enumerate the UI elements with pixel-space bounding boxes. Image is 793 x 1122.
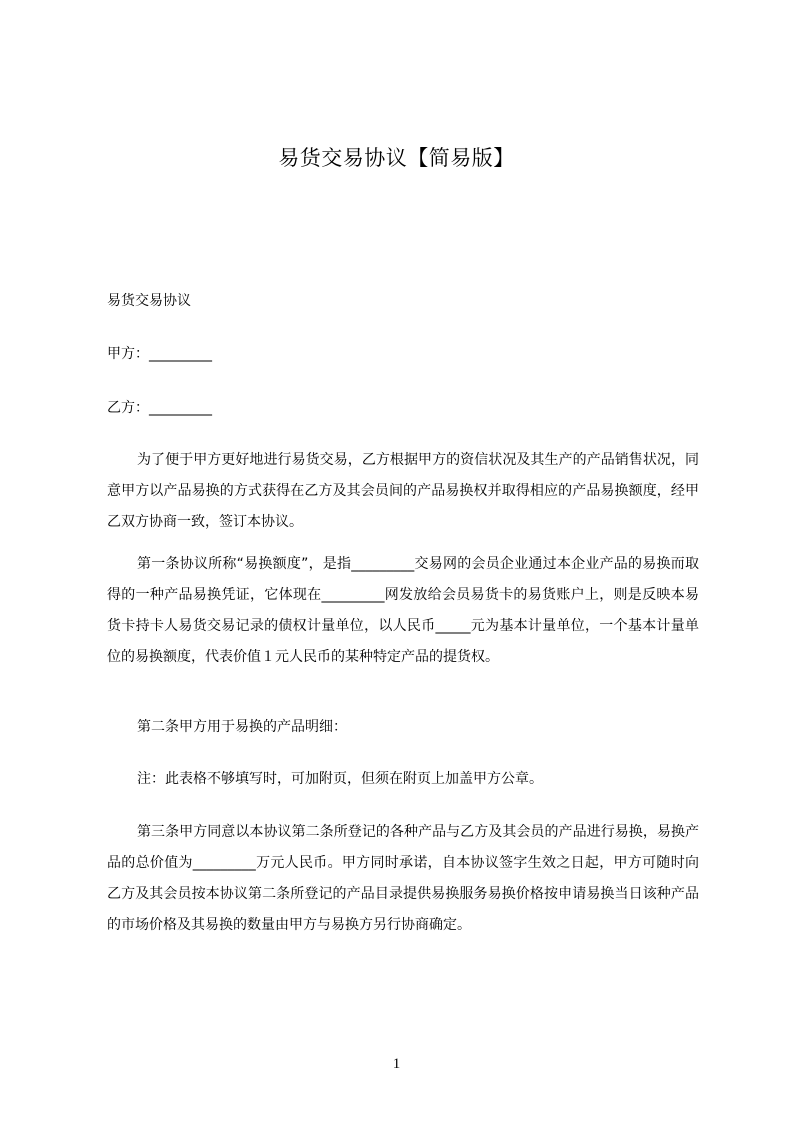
article-3-paragraph: 第三条甲方同意以本协议第二条所登记的各种产品与乙方及其会员的产品进行易换，易换产品的总价值为_________万元人民币。甲方同时承诺，自本协议签字生效之日起，甲方可随时向乙方及其会员按本协议第二条所登记的产品目录提供易换服务易换价格按申请易换当日该种产品的市场价格及其易换的数量由甲方与易换方另行协商确定。 [107,824,699,933]
page-number: 1 [392,1056,401,1072]
intro-paragraph: 为了便于甲方更好地进行易货交易，乙方根据甲方的资信状况及其生产的产品销售状况，同意甲方以产品易换的方式获得在乙方及其会员间的产品易换权并取得相应的产品易换额度，经甲乙双方协商一致，签订本协议。 [107,452,699,530]
note-paragraph: 注：此表格不够填写时，可加附页，但须在附页上加盖甲方公章。 [137,771,543,787]
article-2-paragraph: 第二条甲方用于易换的产品明细： [137,719,347,735]
agreement-subtitle: 易货交易协议 [107,293,191,309]
article-1-paragraph: 第一条协议所称“易换额度”，是指_________交易网的会员企业通过本企业产品的易换而取得的一种产品易换凭证，它体现在_________网发放给会员易货卡的易货账户上，则是反映本易货卡持卡人易货交易记录的债权计量单位，以人民币_____元为基本计量单位，一个基本计量单位的易换额度，代表价值１元人民币的某种特定产品的提货权。 [107,556,699,665]
document-title: 易货交易协议【简易版】 [278,146,515,170]
party-b-line: 乙方：_________ [107,400,212,416]
party-a-line: 甲方：_________ [107,346,212,362]
